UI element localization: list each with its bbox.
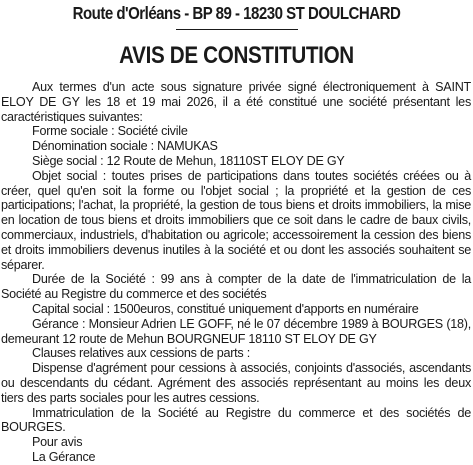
notice-paragraph-management: Gérance : Monsieur Adrien LE GOFF, né le 07 décembre 1989 à BOURGES (18), demeurant 12 route de Mehun BOURGNEUF 18110 ST ELOY DE GY [1,316,471,346]
notice-paragraph-transfer-clauses: Clauses relatives aux cessions de parts : [32,346,250,361]
notice-paragraph-closing: Pour avis [32,435,83,450]
notice-paragraph-signature: La Gérance [32,449,96,464]
notice-paragraph-duration: Durée de la Société : 99 ans à compter de la date de l'immatriculation de la Société au Registre du commerce et des sociétés [1,272,471,302]
notice-title: AVIS DE CONSTITUTION [119,42,354,69]
notice-paragraph-registered-office: Siège social : 12 Route de Mehun, 18110ST ELOY DE GY [32,153,345,168]
notice-paragraph-share-capital: Capital social : 1500euros, constitué uniquement d'apports en numéraire [32,301,419,316]
notice-paragraph-company-name: Dénomination sociale : NAMUKAS [32,139,218,154]
notice-body [1,80,471,465]
notice-paragraph-registration: Immatriculation de la Société au Registre du commerce et des sociétés de BOURGES. [1,405,471,435]
notice-paragraph-intro: Aux termes d'un acte sous signature privée signé électroniquement à SAINT ELOY DE GY les 18 et 19 mai 2026, il a été constitué une société présentant les caractéristiques suivantes: [1,80,471,124]
title-divider [176,29,298,30]
publisher-address: Route d'Orléans - BP 89 - 18230 ST DOULCHARD [72,3,401,23]
notice-paragraph-corporate-purpose: Objet social : toutes prises de participations dans toutes sociétés créées ou à créer, quel qu'en soit la forme ou l'objet social ; la propriété et la gestion de ces participations; l'achat, la propriété, la gestion de tous biens et droits immobiliers, la mise en location de tous biens et droits immobiliers que ce soit dans le cadre de baux civils, commerciaux, industriels, d'habitation ou agricole; accessoirement la cession des biens et droits immobiliers devenus inutiles à la société et ou dont les associés souhaitent se séparer. [1,168,471,272]
notice-paragraph-approval: Dispense d'agrément pour cessions à associés, conjoints d'associés, ascendants ou descendants du cédant. Agrément des associés représentant au moins les deux tiers des parts sociales pour les autres cessions. [1,361,471,405]
notice-paragraph-legal-form: Forme sociale : Société civile [32,124,188,139]
